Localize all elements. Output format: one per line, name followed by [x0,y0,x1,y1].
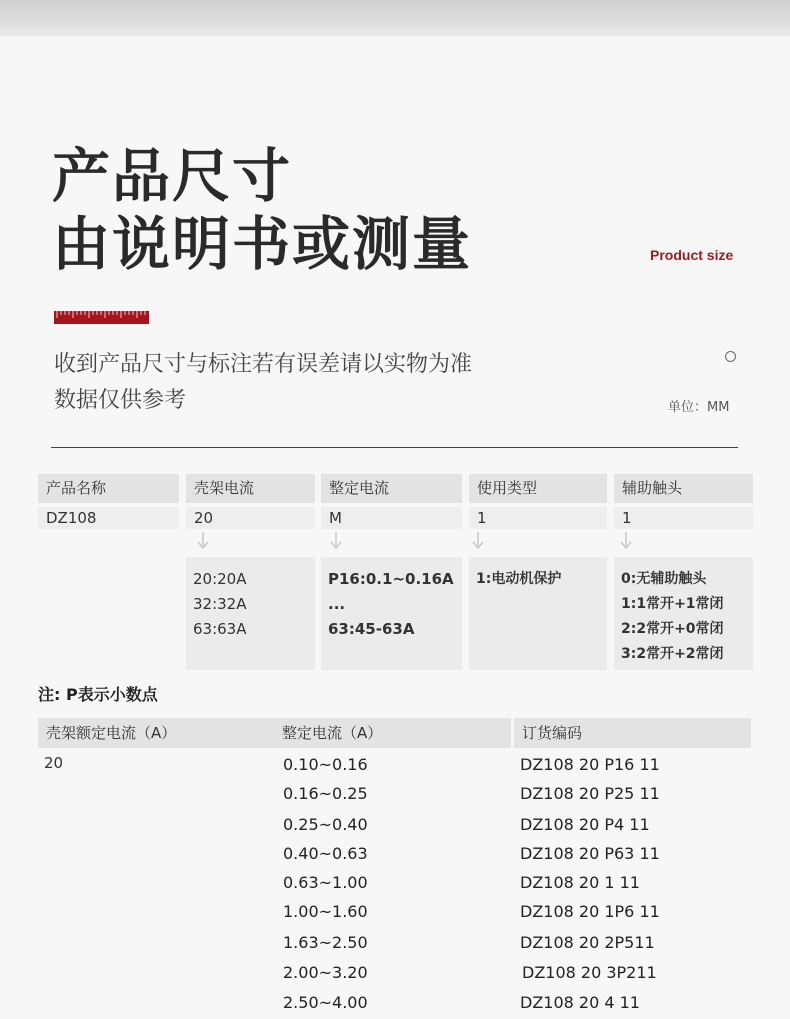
table-row [0,960,790,989]
header-frame-rated-current: 壳架额定电流（A） [38,718,274,748]
table-row [0,930,790,959]
setting-range: 1.00~1.60 [283,902,368,921]
page-title [52,142,472,278]
arrow-down-icon [197,532,209,552]
order-code: DZ108 20 2P511 [520,933,655,952]
arrow-down-icon [620,532,632,552]
option-item: 32:32A [193,595,247,613]
subtitle-en: Product size [650,247,734,263]
table-row [0,781,790,810]
divider [51,447,738,448]
option-item: P16:0.1~0.16A [328,570,454,588]
option-item: 0:无辅助触头 [621,571,707,587]
option-item: 1:电动机保护 [476,571,562,587]
header-product-name: 产品名称 [38,474,179,503]
setting-range: 0.63~1.00 [283,873,368,892]
header-frame-current: 壳架电流 [186,474,315,503]
setting-range: 1.63~2.50 [283,933,368,952]
value-aux-contact: 1 [614,507,753,529]
value-frame-current: 20 [186,507,315,529]
options-setting-current [321,557,462,670]
notice-line-1: 收到产品尺寸与标注若有误差请以实物为准 [54,352,473,377]
order-code: DZ108 20 P4 11 [520,815,650,834]
order-code: DZ108 20 P16 11 [520,755,660,774]
table-row [0,990,790,1019]
circle-icon [725,351,736,362]
option-item: 2:2常开+0常闭 [621,621,724,637]
order-code: DZ108 20 3P211 [522,963,657,982]
order-code: DZ108 20 P25 11 [520,784,660,803]
table-row [0,870,790,899]
header-order-code: 订货编码 [514,718,751,748]
options-usage-type [469,557,607,670]
order-code: DZ108 20 P63 11 [520,844,660,863]
notice-text [54,347,472,419]
setting-range: 0.10~0.16 [283,755,368,774]
header-aux-contact: 辅助触头 [614,474,753,503]
header-usage-type: 使用类型 [469,474,607,503]
options-aux-contact [614,557,753,670]
title-line-1: 产品尺寸 [52,142,293,210]
table-row [0,752,790,781]
option-item: 20:20A [193,570,247,588]
value-usage-type: 1 [469,507,607,529]
header-setting-range: 整定电流（A） [274,718,511,748]
option-item: 3:2常开+2常闭 [621,646,724,662]
value-product-name: DZ108 [38,507,179,529]
arrow-down-icon [472,532,484,552]
order-code: DZ108 20 1P6 11 [520,902,660,921]
unit-label: 单位：MM [668,400,730,415]
table-row [0,899,790,928]
setting-range: 2.00~3.20 [283,963,368,982]
order-code: DZ108 20 4 11 [520,993,640,1012]
table-row [0,841,790,870]
options-frame-current [186,557,315,670]
option-item: 1:1常开+1常闭 [621,596,724,612]
frame-current-value: 20 [44,754,64,772]
title-line-2: 由说明书或测量 [52,210,473,278]
ruler-icon [54,311,149,324]
notice-line-2: 数据仅供参考 [54,388,187,413]
setting-range: 0.16~0.25 [283,784,368,803]
decimal-note: 注: P表示小数点 [38,685,158,704]
option-item: 63:63A [193,620,247,638]
order-code: DZ108 20 1 11 [520,873,640,892]
table-row [0,812,790,841]
value-setting-current: M [321,507,462,529]
top-band [0,0,790,36]
arrow-down-icon [330,532,342,552]
header-setting-current: 整定电流 [321,474,462,503]
setting-range: 0.40~0.63 [283,844,368,863]
setting-range: 2.50~4.00 [283,993,368,1012]
setting-range: 0.25~0.40 [283,815,368,834]
option-item: ... [328,595,346,613]
option-item: 63:45-63A [328,620,415,638]
